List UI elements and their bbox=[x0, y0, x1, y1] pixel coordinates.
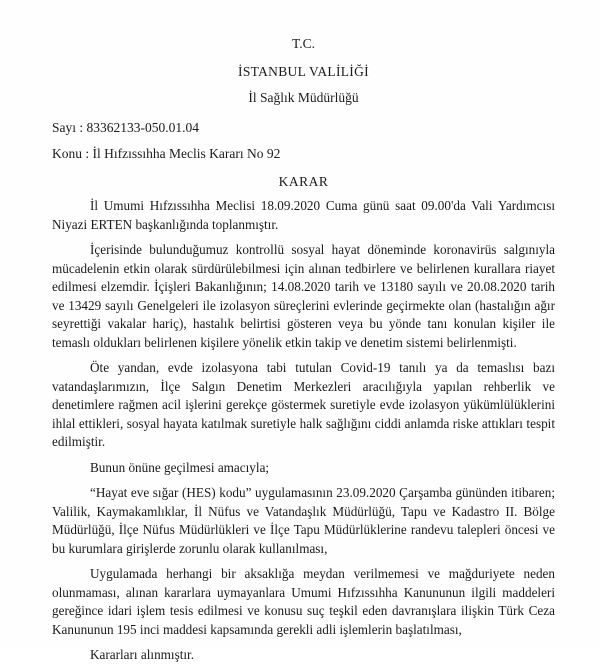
decision-heading: KARAR bbox=[278, 174, 329, 189]
document-number-line: Sayı : 83362133-050.01.04 bbox=[52, 120, 199, 135]
decision-body bbox=[52, 197, 555, 665]
paragraph-meeting-info: İl Umumi Hıfzıssıhha Meclisi 18.09.2020 Cuma günü saat 09.00'da Vali Yardımcısı Niyazi ERTEN başkanlığında toplanmıştır. bbox=[52, 198, 555, 232]
paragraph-purpose-statement: Bunun önüne geçilmesi amacıyla; bbox=[90, 459, 270, 475]
closing-statement: Kararları alınmıştır. bbox=[90, 647, 194, 662]
header-health-directorate-title: İl Sağlık Müdürlüğü bbox=[248, 90, 359, 105]
document-subject-line: Konu : İl Hıfzıssıhha Meclis Kararı No 92 bbox=[52, 146, 281, 161]
paragraph-isolation-background: İçerisinde bulunduğumuz kontrollü sosyal hayat döneminde koronavirüs salgınıyla mücadelenin etkin olarak sürdürülebilmesi için alınan tedbirlere ve belirlenen kurallara riayet edilmesi elzemdir. İçişleri Bakanlığının; 14.08.2020 tarih ve 13180 sayılı ve 20.08.2020 tarih ve 13429 sayılı Genelgeleri ile izolasyon süreçlerini evlerinde geçirmekte olan (hastalığın ağır seyrettiği vakalar hariç), hastalık belirtisi gösteren veya bu yönde tanı konulan kişiler ile temaslı oldukları belirlenen kişilere yönelik etkin takip ve denetim sistemi belirlenmişti. bbox=[52, 242, 555, 350]
header-republic-abbreviation: T.C. bbox=[292, 36, 315, 51]
paragraph-legal-sanctions: Uygulamada herhangi bir aksaklığa meydan verilmemesi ve mağduriyete neden olunmaması, alınan kararlara uymayanlara Umumi Hıfzıssıhha Kanununun ilgili maddeleri gereğince idari işlem tesis edilmesi ve konusu suç teşkil eden davranışlara ilişkin Türk Ceza Kanununun 195 inci maddesi kapsamında gerekli adli işlemlerin başlatılması, bbox=[52, 566, 555, 637]
header-governorship-title: İSTANBUL VALİLİĞİ bbox=[238, 64, 369, 79]
paragraph-violation-findings: Öte yandan, evde izolasyona tabi tutulan Covid-19 tanılı ya da temaslısı bazı vatandaşlarımızın, İlçe Salgın Denetim Merkezleri aracılığıyla yapılan rehberlik ve denetimlere rağmen acil işlerini gerekçe göstermek suretiyle evde izolasyon yükümlülüklerini ihlal ettikleri, sosyal hayata katılmak suretiyle halk sağlığını ciddi anlamda riske attıkları tespit edilmiştir. bbox=[52, 360, 555, 449]
document-meta bbox=[52, 120, 555, 162]
paragraph-hes-code-requirement: “Hayat eve sığar (HES) kodu” uygulamasının 23.09.2020 Çarşamba gününden itibaren; Valilik, Kaymakamlıklar, İl Nüfus ve Vatandaşlık Müdürlüğü, Tapu ve Kadastro II. Bölge Müdürlüğü, İlçe Nüfus Müdürlükleri ve İlçe Tapu Müdürlüklerine randevu talepleri öncesi ve bu kurumlara girişlerde zorunlu olarak kullanılması, bbox=[52, 485, 555, 556]
